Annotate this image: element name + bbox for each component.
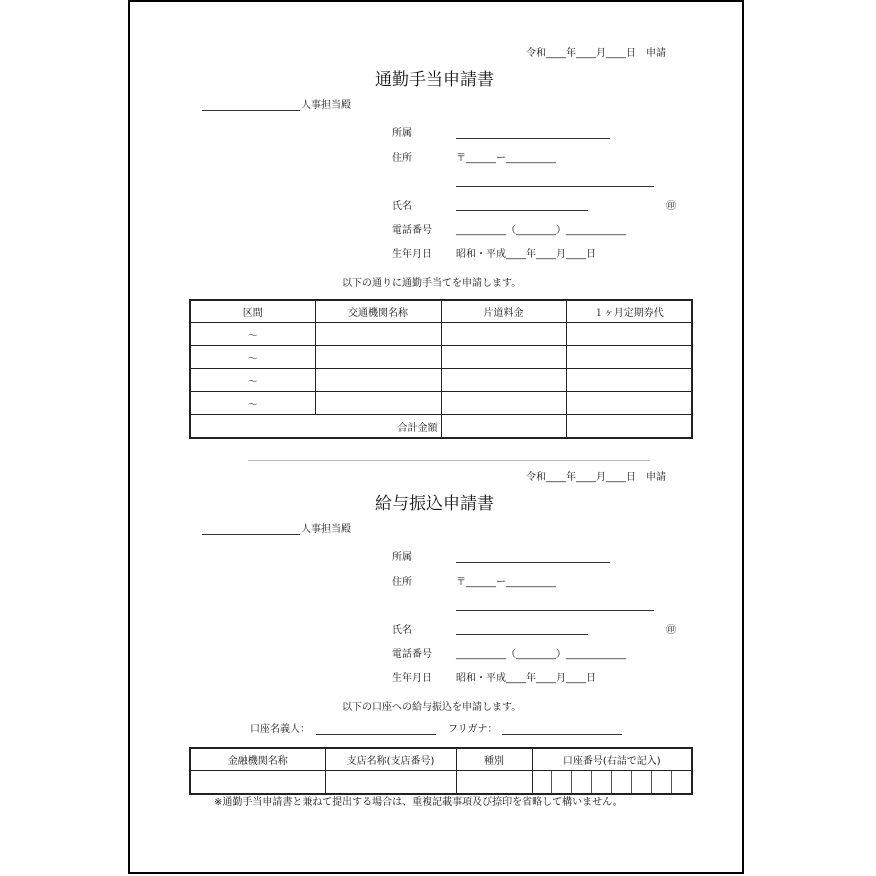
postal-field-1[interactable]: 〒______ー__________	[456, 153, 556, 164]
digit-box[interactable]	[632, 771, 652, 793]
name-field-1[interactable]	[456, 210, 588, 211]
label-shimei-1: 氏名	[392, 201, 412, 212]
date-line-1: 令和____年____月____日 申請	[526, 48, 666, 59]
digit-box[interactable]	[652, 771, 672, 793]
to-blank-2[interactable]	[202, 534, 300, 535]
katamichi-cell[interactable]	[441, 346, 566, 369]
total-row	[190, 415, 692, 439]
digit-box[interactable]	[592, 771, 612, 793]
header-katamichi: 片道料金	[441, 300, 566, 323]
label-birth-2: 生年月日	[392, 673, 432, 684]
furigana-field[interactable]	[502, 734, 622, 735]
postal-field-2[interactable]: 〒______ー__________	[456, 577, 556, 588]
birth-field-1[interactable]: 昭和・平成____年____月____日	[456, 249, 596, 260]
kotsu-cell[interactable]	[315, 369, 441, 392]
header-kotsu: 交通機関名称	[315, 300, 441, 323]
address-field-2[interactable]	[456, 610, 654, 611]
table-row	[190, 392, 692, 415]
table-row	[190, 369, 692, 392]
digit-box[interactable]	[552, 771, 572, 793]
header-kukan: 区間	[190, 300, 315, 323]
address-field-1[interactable]	[456, 186, 654, 187]
kukan-cell[interactable]: ～	[190, 323, 315, 346]
kotsu-cell[interactable]	[315, 346, 441, 369]
label-shozoku-1: 所属	[392, 128, 412, 139]
commute-table-header	[190, 300, 692, 323]
statement-2: 以下の口座への給与振込を申請します。	[342, 702, 522, 713]
label-shozoku-2: 所属	[392, 552, 412, 563]
to-label-2: 人事担当殿	[301, 524, 351, 535]
table-row	[190, 323, 692, 346]
kukan-cell[interactable]: ～	[190, 346, 315, 369]
form-page	[128, 0, 744, 874]
statement-1: 以下の通りに通勤手当てを申請します。	[342, 278, 522, 289]
furigana-label: フリガナ：	[448, 724, 498, 735]
header-teiki: １ヶ月定期券代	[566, 300, 692, 323]
account-digit-boxes[interactable]	[533, 771, 692, 793]
shozoku-field-1[interactable]	[456, 138, 610, 139]
teiki-cell[interactable]	[566, 346, 692, 369]
teiki-cell[interactable]	[566, 323, 692, 346]
account-number-cell[interactable]	[532, 771, 692, 795]
title-commute: 通勤手当申請書	[375, 70, 494, 90]
branch-cell[interactable]	[325, 771, 456, 795]
teiki-cell[interactable]	[566, 369, 692, 392]
meigi-label: 口座名義人：	[250, 724, 310, 735]
phone-field-1[interactable]: __________（________）____________	[456, 225, 626, 236]
title-salary: 給与振込申請書	[375, 494, 494, 514]
label-shimei-2: 氏名	[392, 625, 412, 636]
header-branch: 支店名称(支店番号)	[325, 748, 456, 771]
total-teiki-cell[interactable]	[566, 415, 692, 439]
meigi-field[interactable]	[316, 734, 436, 735]
digit-box[interactable]	[533, 771, 553, 793]
bank-table	[189, 747, 693, 795]
kukan-cell[interactable]: ～	[190, 369, 315, 392]
digit-box[interactable]	[672, 771, 691, 793]
kotsu-cell[interactable]	[315, 392, 441, 415]
teiki-cell[interactable]	[566, 392, 692, 415]
commute-table	[189, 299, 693, 439]
header-type: 種別	[456, 748, 532, 771]
type-cell[interactable]	[456, 771, 532, 795]
name-field-2[interactable]	[456, 634, 588, 635]
total-label: 合計金額	[190, 415, 441, 439]
section-divider	[248, 460, 650, 461]
bank-table-header	[190, 748, 692, 771]
to-label-1: 人事担当殿	[301, 100, 351, 111]
date-line-2: 令和____年____月____日 申請	[526, 472, 666, 483]
katamichi-cell[interactable]	[441, 369, 566, 392]
seal-mark-1: ㊞	[666, 201, 676, 212]
total-katamichi-cell[interactable]	[441, 415, 566, 439]
seal-mark-2: ㊞	[666, 625, 676, 636]
to-blank-1[interactable]	[202, 110, 300, 111]
birth-field-2[interactable]: 昭和・平成____年____月____日	[456, 673, 596, 684]
label-jusho-2: 住所	[392, 577, 412, 588]
header-bank: 金融機関名称	[190, 748, 325, 771]
label-denwa-1: 電話番号	[392, 225, 432, 236]
shozoku-field-2[interactable]	[456, 562, 610, 563]
kotsu-cell[interactable]	[315, 323, 441, 346]
label-birth-1: 生年月日	[392, 249, 432, 260]
kukan-cell[interactable]: ～	[190, 392, 315, 415]
table-row	[190, 771, 692, 795]
label-denwa-2: 電話番号	[392, 649, 432, 660]
phone-field-2[interactable]: __________（________）____________	[456, 649, 626, 660]
digit-box[interactable]	[572, 771, 592, 793]
table-row	[190, 346, 692, 369]
footnote: ※通勤手当申請書と兼ねて提出する場合は、重複記載事項及び捺印を省略して構いません。	[214, 797, 623, 808]
digit-box[interactable]	[612, 771, 632, 793]
katamichi-cell[interactable]	[441, 323, 566, 346]
katamichi-cell[interactable]	[441, 392, 566, 415]
bank-cell[interactable]	[190, 771, 325, 795]
header-account: 口座番号(右詰で記入)	[532, 748, 692, 771]
label-jusho-1: 住所	[392, 153, 412, 164]
